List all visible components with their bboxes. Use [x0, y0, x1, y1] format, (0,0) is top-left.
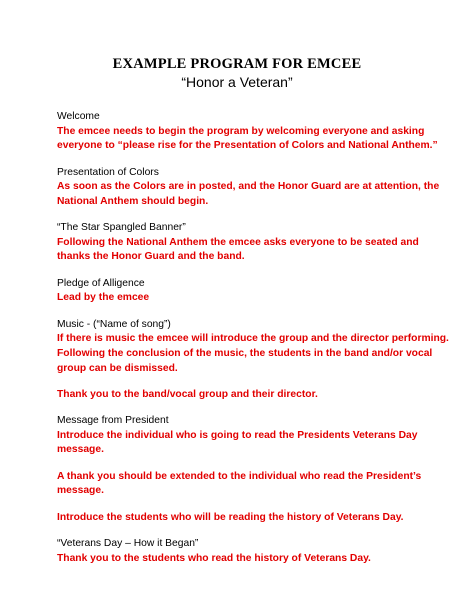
program-content [57, 110, 457, 578]
section-message-from-president [57, 414, 457, 458]
instruction-line: everyone to “please rise for the Presentation of Colors and National Anthem.” [57, 140, 438, 152]
instruction-line: message. [57, 444, 104, 456]
instruction-line: group can be dismissed. [57, 362, 178, 374]
section-heading: “Veterans Day – How it Began” [57, 538, 199, 550]
document-title: EXAMPLE PROGRAM FOR EMCEE [112, 56, 362, 72]
section-heading: Welcome [57, 111, 100, 122]
instruction-line: Thank you to the students who read the history of Veterans Day. [57, 552, 371, 564]
instruction-line: As soon as the Colors are in posted, and the Honor Guard are at attention, the [57, 181, 440, 193]
instruction-line: National Anthem should begin. [57, 195, 209, 207]
section-presentation-of-colors [57, 166, 457, 210]
instruction-text [57, 552, 457, 567]
instruction-line: thanks the Honor Guard and the band. [57, 251, 245, 263]
instruction-text [57, 180, 457, 209]
section-thanks-band [57, 388, 457, 403]
instruction-text [57, 236, 457, 265]
section-introduce-students [57, 511, 457, 526]
instruction-text [57, 291, 457, 306]
instruction-line: If there is music the emcee will introduce the group and the director performing. [57, 333, 449, 345]
section-star-spangled-banner [57, 221, 457, 265]
section-veterans-day-history [57, 537, 457, 566]
instruction-text [57, 388, 457, 403]
instruction-text [57, 470, 457, 499]
section-welcome [57, 110, 457, 154]
section-music [57, 318, 457, 376]
instruction-line: A thank you should be extended to the individual who read the President’s [57, 470, 422, 482]
instruction-line: The emcee needs to begin the program by welcoming everyone and asking [57, 125, 425, 137]
document-subtitle: “Honor a Veteran” [181, 74, 293, 90]
instruction-text [57, 332, 457, 376]
instruction-text [57, 429, 457, 458]
instruction-text [57, 125, 457, 154]
instruction-line: Introduce the individual who is going to read the Presidents Veterans Day [57, 429, 418, 441]
instruction-line: Following the National Anthem the emcee asks everyone to be seated and [57, 236, 419, 248]
section-heading: Pledge of Alligence [57, 277, 145, 289]
instruction-line: Following the conclusion of the music, the students in the band and/or vocal [57, 347, 433, 359]
section-pledge [57, 277, 457, 306]
instruction-line: message. [57, 485, 104, 497]
instruction-line: Lead by the emcee [57, 292, 150, 304]
instruction-text [57, 511, 457, 526]
instruction-line: Introduce the students who will be reading the history of Veterans Day. [57, 511, 404, 523]
section-heading: Presentation of Colors [57, 166, 159, 178]
section-heading: Music - (“Name of song”) [57, 318, 171, 330]
section-thanks-reader [57, 470, 457, 499]
section-heading: “The Star Spangled Banner” [57, 222, 186, 234]
instruction-line: Thank you to the band/vocal group and their director. [57, 388, 318, 400]
section-heading: Message from President [57, 415, 169, 427]
